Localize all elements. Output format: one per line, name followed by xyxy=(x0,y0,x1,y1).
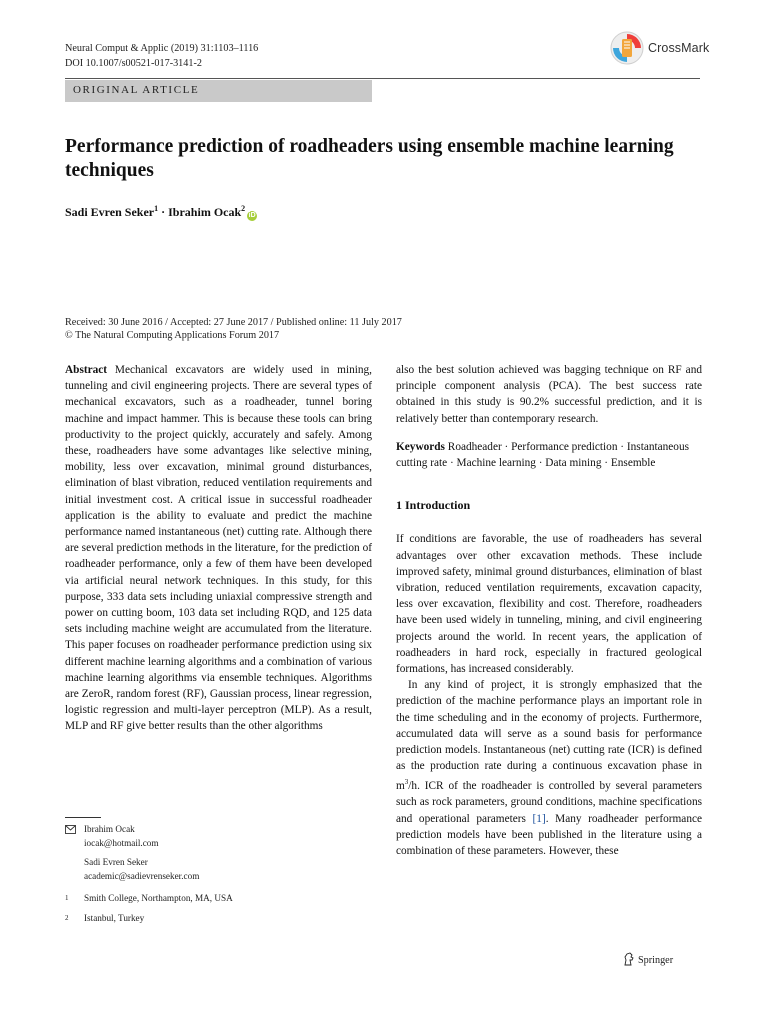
right-column xyxy=(396,362,702,859)
corresponding-author xyxy=(65,822,365,883)
publisher-name: Springer xyxy=(638,955,674,966)
article-type: ORIGINAL ARTICLE xyxy=(73,84,200,96)
citation-link[interactable]: [1] xyxy=(532,812,546,825)
affiliation-marker: 2 xyxy=(65,914,69,922)
author-separator: · xyxy=(158,205,169,219)
abstract-text: Mechanical excavators are widely used in mining, tunneling and civil engineering projects. There are several types of mechanical excavators, such as a roadheader, tunnel boring machine and impact hammer. This is because these tools can bring productivity to the project quickly, accurately and safely. Among these, roadheaders have some advantages like selective mining, mobility, less over excavation, minimal ground disturbances, elimination of blast vibration, reduced ventilation requirements and initial investment cost. A critical issue in successful roadheader application is the ability to evaluate and predict the machine performance named instantaneous (net) cutting rate. Although there are several prediction methods in the literature, for the prediction of roadheader performance, only a few of them have been developed via artificial neural network techniques. In this study, for this purpose, 333 data sets including uniaxial compressive strength and power on cutting boom, 103 data set including RQD, and 125 data sets including machine weight are accumulated from the literature. This paper focuses on roadheader performance prediction using six different machine learning algorithms and a combination of various machine learning algorithms via ensemble techniques. Algorithms are ZeroR, random forest (RF), Gaussian process, linear regression, logistic regression and multi-layer perceptron (MLP). As a result, MLP and RF give better results than the other algorithms xyxy=(65,364,372,733)
crossmark-label: CrossMark xyxy=(648,41,710,55)
contact-name: Ibrahim Ocak xyxy=(84,824,135,834)
keywords xyxy=(396,439,702,471)
affiliation-text: Smith College, Northampton, MA, USA xyxy=(84,893,233,903)
crossmark-badge[interactable] xyxy=(610,30,710,70)
crossmark-icon xyxy=(610,30,644,66)
footnotes xyxy=(65,822,365,925)
author2-email[interactable]: academic@sadievrenseker.com xyxy=(84,871,200,881)
orcid-icon[interactable]: iD xyxy=(248,212,256,219)
affiliation xyxy=(65,911,365,925)
paragraph: In any kind of project, it is strongly emphasized that the prediction of the machine performance plays an important role in the time scheduling and in the economy of projects. Furthermore, accumulated data will serve as a sound basis for performance prediction models. Instantaneous (net) cutting rate (ICR) is defined as the production rate during a continuous excavation phase in $m^3/h$. ICR of the roadheader is controlled by several parameters such as rock parameters, ground conditions, machine specifications and operational parameters [1]. Many roadheader performance prediction models have been published in the literature using a combination of these parameters. However, these xyxy=(396,679,702,858)
publisher-logo xyxy=(623,952,673,966)
author2-name: Sadi Evren Seker xyxy=(84,857,148,867)
author-name[interactable]: Ibrahim Ocak xyxy=(168,205,242,219)
journal-info xyxy=(65,41,258,71)
section-heading: 1 Introduction xyxy=(396,498,471,513)
affiliation-text: Istanbul, Turkey xyxy=(84,913,145,923)
paper-title: Performance prediction of roadheaders using ensemble machine learning techniques xyxy=(65,136,674,181)
affiliation-marker: 1 xyxy=(65,894,69,902)
affiliation xyxy=(65,891,365,905)
doi[interactable]: DOI 10.1007/s00521-017-3141-2 xyxy=(65,58,202,69)
footnote-rule xyxy=(65,817,101,818)
abstract-label: Abstract xyxy=(65,364,108,376)
author-name[interactable]: Sadi Evren Seker xyxy=(65,205,155,219)
springer-horse-icon xyxy=(623,952,635,966)
copyright-line: © The Natural Computing Applications Forum 2017 xyxy=(65,330,280,341)
article-type-banner xyxy=(65,80,372,102)
contact-email[interactable]: iocak@hotmail.com xyxy=(84,838,159,848)
affiliation-marker: 1 xyxy=(154,204,159,213)
envelope-icon xyxy=(65,825,76,834)
abstract xyxy=(65,362,372,735)
paragraph: If conditions are favorable, the use of roadheaders has several advantages over other excavation methods. These include improved safety, minimal ground disturbances, elimination of blast vibration, reduced ventilation requirements, excavation capacity, less over excavation, flexibility and cost. Therefore, roadheaders have been used widely in tunneling, mining, and civil engineering projects around the world. In recent years, the application of roadheaders in hard rock, especially in fractured geological formations, has increased considerably. xyxy=(396,533,702,676)
author-list xyxy=(65,204,257,221)
history-line: Received: 30 June 2016 / Accepted: 27 June 2017 / Published online: 11 July 2017 xyxy=(65,317,402,328)
keywords-text: Roadheader · Performance prediction · Instantaneous cutting rate · Machine learning · Data mining · Ensemble xyxy=(396,440,689,470)
keywords-label: Keywords xyxy=(396,440,445,453)
header-rule xyxy=(65,78,700,79)
journal-citation: Neural Comput & Applic (2019) 31:1103–1116 xyxy=(65,43,259,54)
publication-dates xyxy=(65,316,402,342)
abstract-continued: also the best solution achieved was bagging technique on RF and principle component analysis (PCA). The best success rate obtained in this study is 90.2% successful prediction, and it is relatively better than contemporary research. xyxy=(396,364,702,425)
left-column xyxy=(65,362,372,735)
affiliation-marker: 2 xyxy=(241,204,246,213)
